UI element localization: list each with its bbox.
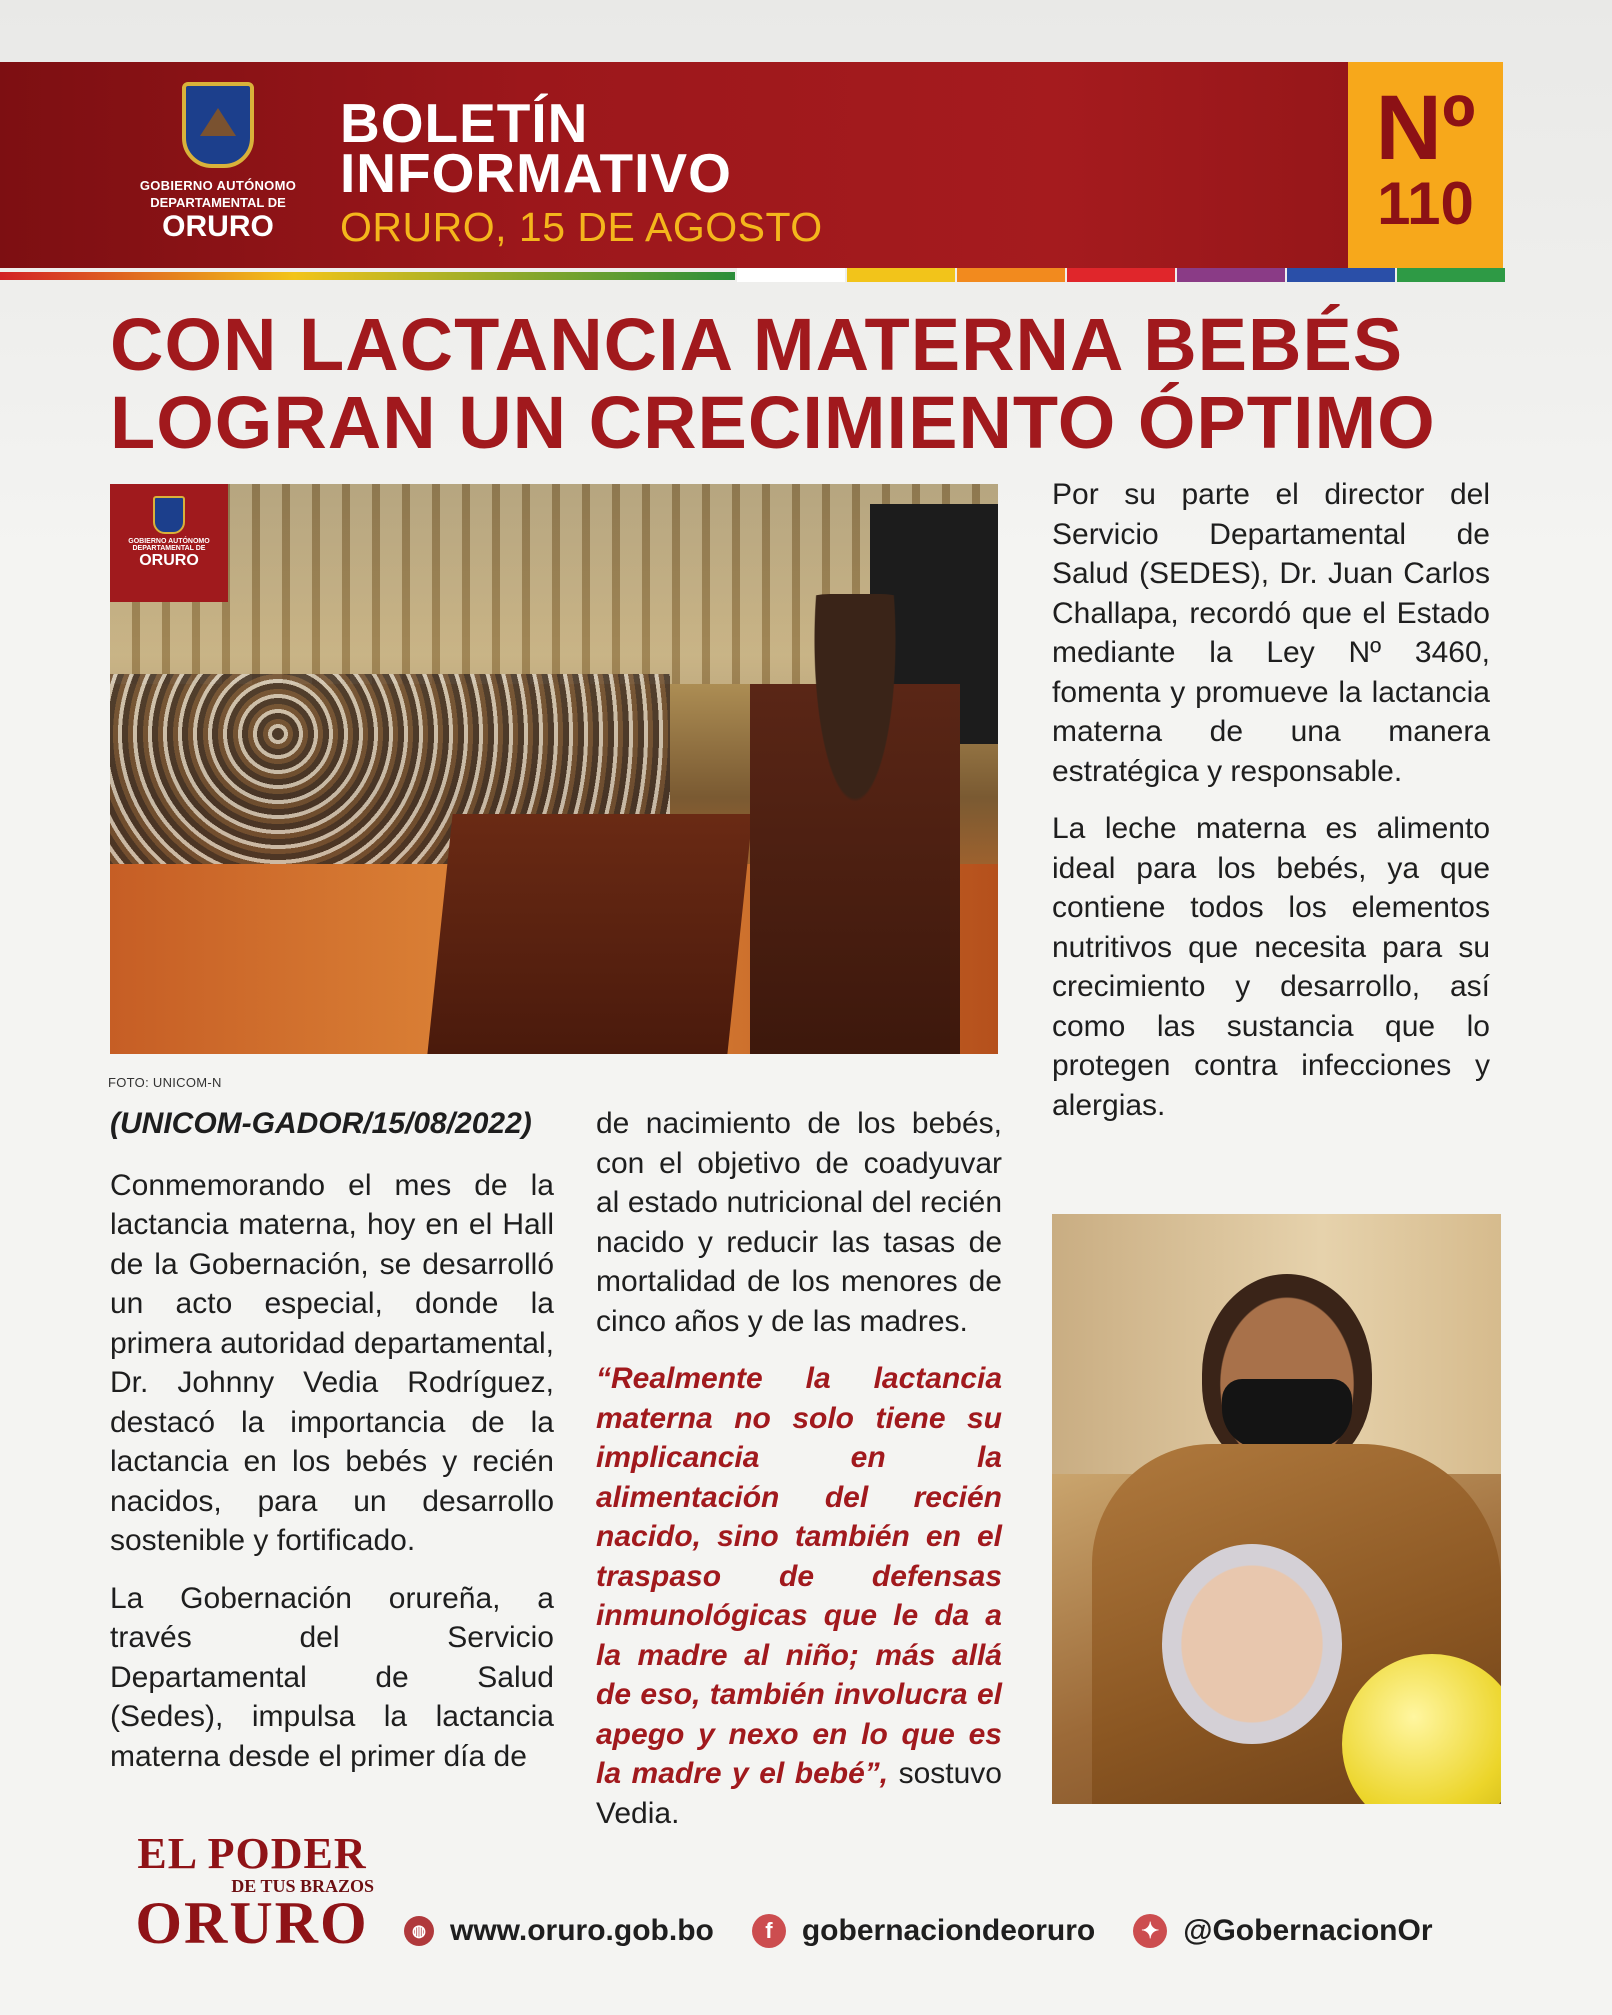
bulletin-title-line-1: BOLETÍN xyxy=(340,92,589,154)
article-dateline: (UNICOM-GADOR/15/08/2022) xyxy=(110,1107,532,1140)
globe-icon: ◍ xyxy=(404,1916,434,1946)
bulletin-title-line-2: INFORMATIVO xyxy=(340,142,732,204)
badge-line-2: DEPARTAMENTAL DE xyxy=(132,545,206,552)
issue-number: 110 xyxy=(1377,170,1474,237)
article-paragraph-4: Por su parte el director del Servicio Departamental de Salud (SEDES), Dr. Juan Carlos Challapa, recordó que el Estado mediante la Ley Nº 3460, fomenta y promueve la lactancia materna de una manera estratégica y responsable. xyxy=(1052,478,1490,788)
photo2-face-mask xyxy=(1222,1379,1352,1449)
campaign-logo-line-2: DE TUS BRAZOS xyxy=(231,1876,374,1896)
headline xyxy=(110,303,1510,464)
event-photo xyxy=(110,484,998,1054)
header-banner xyxy=(0,62,1503,268)
footer-contact-bar xyxy=(404,1907,1455,1955)
headline-line-2: LOGRAN UN CRECIMIENTO ÓPTIMO xyxy=(110,381,1436,464)
headline-line-1: CON LACTANCIA MATERNA BEBÉS xyxy=(110,303,1404,386)
color-stripe-bar xyxy=(0,268,1505,282)
photo-podium xyxy=(427,814,752,1054)
facebook-icon: f xyxy=(752,1914,786,1948)
article-column-2 xyxy=(596,1104,1002,1851)
article-quote-paragraph xyxy=(596,1359,1002,1833)
badge-line-3: ORURO xyxy=(139,552,199,569)
logo-line-1: GOBIERNO AUTÓNOMO xyxy=(139,178,297,193)
stripe-green xyxy=(1397,268,1505,282)
photo-logo-badge xyxy=(110,484,228,602)
article-paragraph-5: La leche materna es alimento ideal para los bebés, ya que contiene todos los elementos nutritivos que necesita para su crecimiento y desarrollo, así como las sustancia que lo protegen contra infecciones y alergias. xyxy=(1052,812,1490,1122)
campaign-logo-line-3: ORURO xyxy=(135,1890,369,1956)
article-column-1 xyxy=(110,1104,554,1794)
stripe-purple xyxy=(1177,268,1285,282)
twitter-link[interactable]: @GobernacionOr xyxy=(1183,1914,1433,1947)
website-link[interactable]: www.oruro.gob.bo xyxy=(450,1914,714,1947)
stripe-red xyxy=(1067,268,1175,282)
stripe-orange xyxy=(957,268,1065,282)
photo-speaker xyxy=(750,594,960,1054)
mother-baby-photo xyxy=(1052,1214,1501,1804)
photo-caption: FOTO: UNICOM-N xyxy=(108,1075,222,1090)
badge-line-1: GOBIERNO AUTÓNOMO xyxy=(128,538,210,545)
photo2-baby xyxy=(1162,1544,1342,1744)
campaign-logo-line-1: EL PODER xyxy=(137,1829,367,1878)
issue-number-label: Nº xyxy=(1375,77,1476,179)
article-quote: “Realmente la lactancia materna no solo tiene su implicancia en la alimentación del recién nacido, sino también en el traspaso de defensas inmunológicas que le da a la madre al niño; más allá de eso, también involucra el apego y nexo en lo que es la madre y el bebé”, xyxy=(596,1362,1002,1790)
coat-of-arms-icon xyxy=(182,82,254,168)
government-logo xyxy=(128,82,308,252)
stripe-white xyxy=(737,268,845,282)
stripe-base xyxy=(0,272,735,280)
article-paragraph-3: de nacimiento de los bebés, con el objetivo de coadyuvar al estado nutricional del recién nacido y reducir las tasas de mortalidad de los menores de cinco años y de las madres. xyxy=(596,1107,1002,1338)
article-quote-tail: sostuvo Vedia. xyxy=(596,1757,1002,1830)
campaign-logo xyxy=(122,1829,382,1956)
bulletin-title xyxy=(340,92,732,204)
stripe-blue xyxy=(1287,268,1395,282)
article-column-3 xyxy=(1052,475,1490,1143)
article-paragraph-1: Conmemorando el mes de la lactancia materna, hoy en el Hall de la Gobernación, se desarrolló un acto especial, donde la primera autoridad departamental, Dr. Johnny Vedia Rodríguez, destacó la importancia de la lactancia en los bebés y recién nacidos, para un desarrollo sostenible y fortificado. xyxy=(110,1168,554,1557)
bulletin-date: ORURO, 15 DE AGOSTO xyxy=(340,204,823,250)
issue-number-box xyxy=(1348,62,1503,268)
badge-coat-of-arms-icon xyxy=(153,496,185,534)
stripe-yellow xyxy=(847,268,955,282)
logo-line-2: DEPARTAMENTAL DE xyxy=(150,195,286,210)
article-paragraph-2: La Gobernación orureña, a través del Servicio Departamental de Salud (Sedes), impulsa la lactancia materna desde el primer día de xyxy=(110,1581,554,1773)
logo-line-3: ORURO xyxy=(162,210,274,243)
twitter-icon: ✦ xyxy=(1133,1914,1167,1948)
facebook-link[interactable]: gobernaciondeoruro xyxy=(801,1914,1096,1947)
